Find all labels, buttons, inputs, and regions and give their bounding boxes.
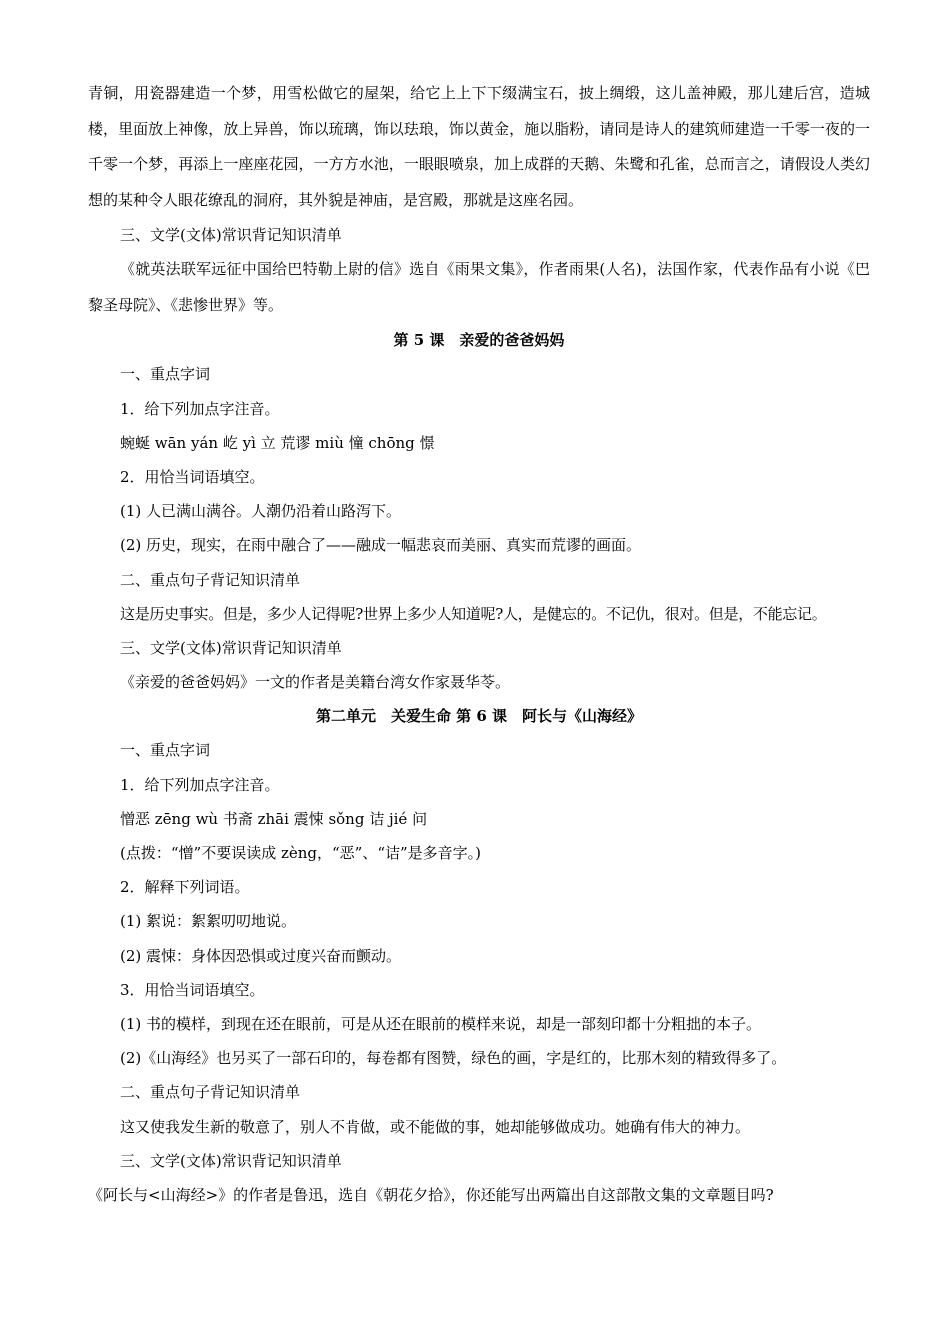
paragraph-lesson4-literature: 《就英法联军远征中国给巴特勒上尉的信》选自《雨果文集》，作者雨果(人名)，法国作家，代表作品有小说《巴黎圣母院》、《悲惨世界》等。 (88, 260, 870, 314)
section-heading: 一、重点字词 (120, 365, 211, 384)
section-heading: 三、文学(文体)常识背记知识清单 (120, 1151, 342, 1170)
document-page (88, 76, 870, 1212)
answer-item: (1) 人已满山满谷。人潮仍沿着山路泻下。 (120, 502, 402, 521)
literature-note: 《阿长与<山海经>》的作者是鲁迅，选自《朝花夕拾》，你还能写出两篇出自这部散文集的文章题目吗? (88, 1185, 774, 1204)
answer-item: (2) 历史，现实，在雨中融合了——融成一幅悲哀而美丽、真实而荒谬的画面。 (120, 536, 642, 555)
section-heading: 二、重点句子背记知识清单 (120, 570, 301, 589)
answer-item: (2) 震悚：身体因恐惧或过度兴奋而颤动。 (120, 946, 402, 965)
paragraph-lesson4-text: 青铜，用瓷器建造一个梦，用雪松做它的屋架，给它上上下下缀满宝石，披上绸缎，这儿盖神殿，那儿建后宫，造城楼，里面放上神像，放上异兽，饰以琉璃，饰以珐琅，饰以黄金，施以脂粉，请同是诗人的建筑师建造一千零一夜的一千零一个梦，再添上一座座花园，一方方水池，一眼眼喷泉，加上成群的天鹅、朱鹭和孔雀，总而言之，请假设人类幻想的某种令人眼花缭乱的洞府，其外貌是神庙，是宫殿，那就是这座名园。 (88, 84, 870, 209)
lesson6-title: 第二单元 关爱生命 第 6 课 阿长与《山海经》 (315, 707, 643, 726)
question-heading: 1．给下列加点字注音。 (120, 775, 280, 794)
answer-item: (1) 絮说：絮絮叨叨地说。 (120, 912, 297, 931)
section-heading: 三、文学(文体)常识背记知识清单 (120, 226, 342, 244)
answer-item: (1) 书的模样，到现在还在眼前，可是从还在眼前的模样来说，却是一部刻印都十分粗拙的本子。 (120, 1014, 762, 1033)
answer-item: (2)《山海经》也另买了一部石印的，每卷都有图赞，绿色的画，字是红的，比那木刻的精致得多了。 (120, 1049, 787, 1068)
section-heading: 二、重点句子背记知识清单 (120, 1083, 301, 1102)
section-heading: 三、文学(文体)常识背记知识清单 (120, 638, 342, 657)
question-heading: 2．解释下列词语。 (120, 878, 250, 897)
lesson5-title: 第 5 课 亲爱的爸爸妈妈 (393, 331, 565, 350)
section-heading: 一、重点字词 (120, 741, 211, 760)
key-sentence: 这又使我发生新的敬意了，别人不肯做，或不能做的事，她却能够做成功。她确有伟大的神力。 (120, 1117, 751, 1136)
literature-note: 《亲爱的爸爸妈妈》一文的作者是美籍台湾女作家聂华苓。 (120, 673, 511, 692)
pinyin-line: 憎恶 zēng wù 书斋 zhāi 震悚 sǒng 诘 jié 问 (120, 809, 428, 828)
hint-note: (点拨：“憎”不要误读成 zèng，“恶”、“诘”是多音字。) (120, 844, 482, 862)
question-heading: 3．用恰当词语填空。 (120, 980, 265, 999)
pinyin-line: 蜿蜒 wān yán 屹 yì 立 荒谬 miù 憧 chōng 憬 (120, 433, 435, 452)
key-sentence: 这是历史事实。但是，多少人记得呢?世界上多少人知道呢?人，是健忘的。不记仇，很对。但是，不能忘记。 (120, 604, 827, 623)
question-heading: 2．用恰当词语填空。 (120, 467, 265, 486)
question-heading: 1．给下列加点字注音。 (120, 399, 280, 418)
